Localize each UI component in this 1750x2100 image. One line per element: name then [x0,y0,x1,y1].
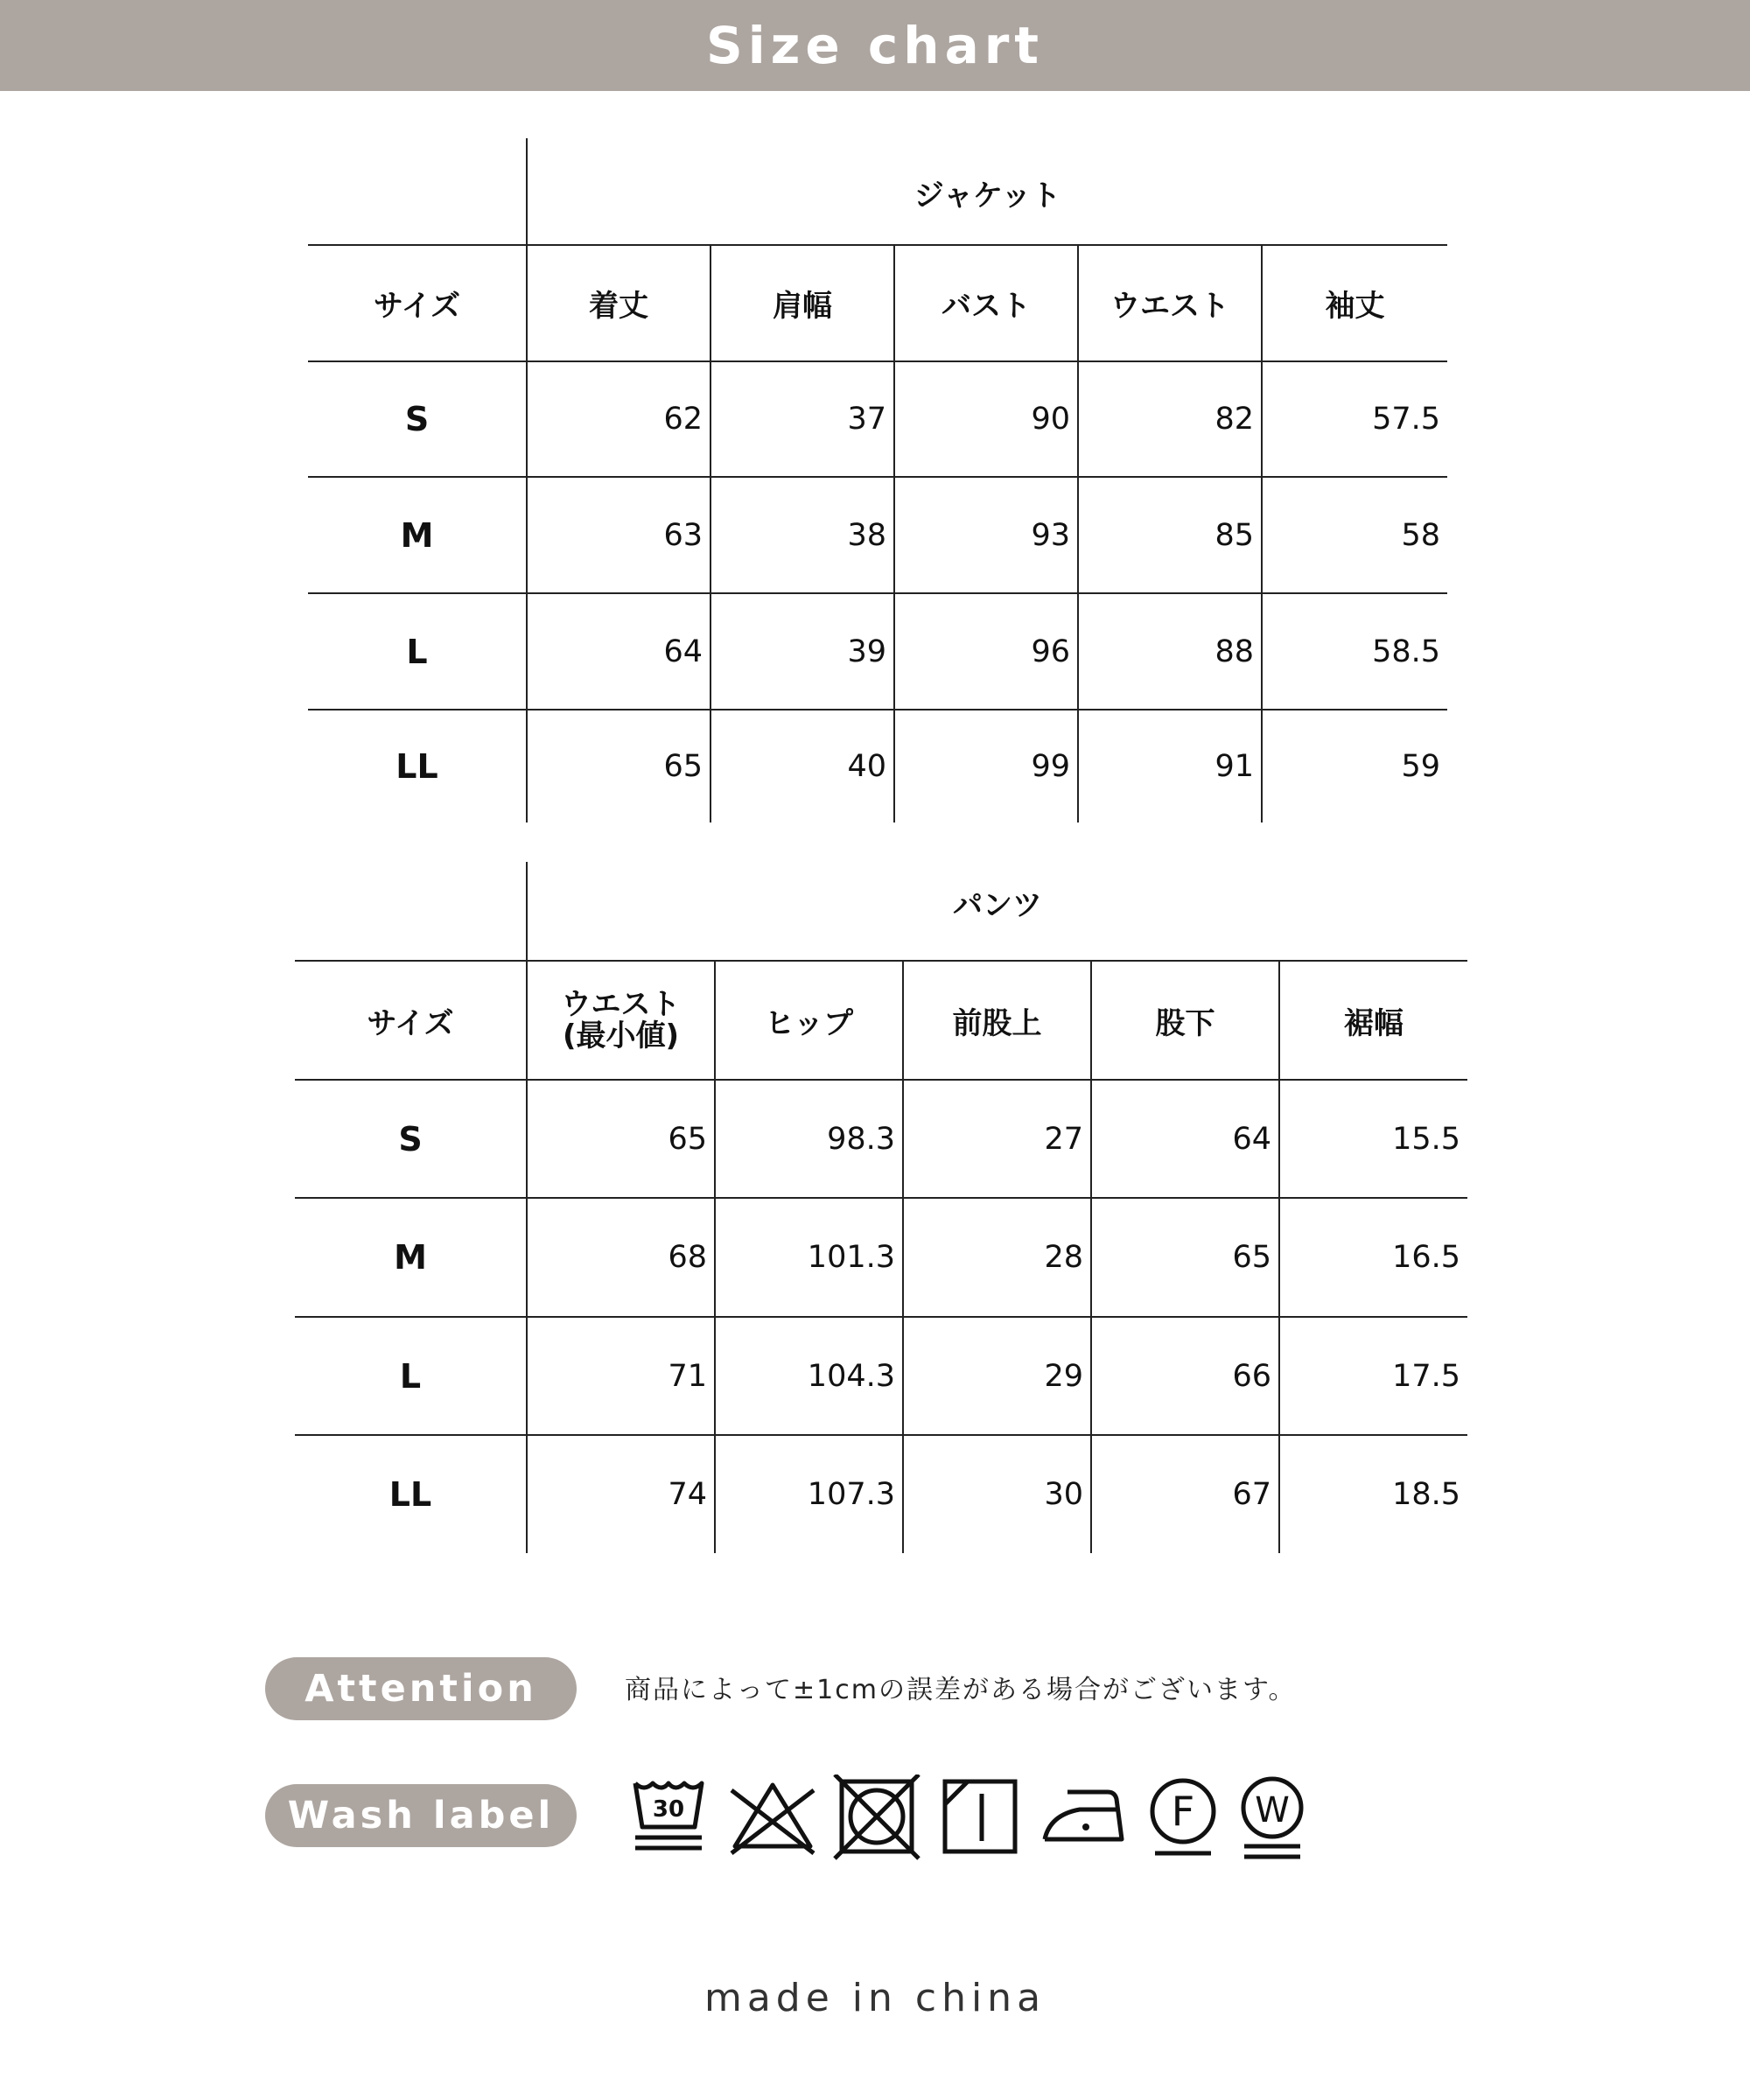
table-row [295,1435,1467,1553]
table-cell: 93 [894,477,1078,593]
column-header: 裾幅 [1279,961,1467,1080]
table-cell: 57.5 [1262,361,1447,477]
no-tumble-dry-icon [833,1774,920,1862]
column-header: 前股上 [903,961,1091,1080]
table-cell: 98.3 [715,1080,903,1198]
size-label: M [308,477,527,593]
table-cell: 99 [894,710,1078,822]
pants-caption: パンツ [527,862,1467,961]
table-cell: 74 [527,1435,715,1553]
table-cell: 38 [710,477,894,593]
table-cell: 88 [1078,593,1262,710]
size-label: S [295,1080,527,1198]
column-header: バスト [894,245,1078,361]
page-header [0,0,1750,91]
table-cell: 107.3 [715,1435,903,1553]
table-cell: 91 [1078,710,1262,822]
size-label: L [308,593,527,710]
size-label: S [308,361,527,477]
table-row [308,361,1447,477]
iron-low-icon [1038,1774,1129,1862]
svg-text:30: 30 [652,1796,685,1823]
table-row [308,477,1447,593]
jacket-size-table [308,138,1447,822]
wet-clean-w-icon [1234,1774,1311,1862]
table-cell: 59 [1262,710,1447,822]
table-cell: 28 [903,1198,1091,1317]
table-cell: 62 [527,361,710,477]
table-cell: 101.3 [715,1198,903,1317]
size-label: L [295,1317,527,1435]
table-cell: 65 [1091,1198,1279,1317]
table-cell: 58.5 [1262,593,1447,710]
table-cell: 66 [1091,1317,1279,1435]
table-cell: 16.5 [1279,1198,1467,1317]
no-bleach-icon [726,1774,819,1862]
table-cell: 17.5 [1279,1317,1467,1435]
size-label: LL [295,1435,527,1553]
svg-text:W: W [1255,1790,1290,1830]
table-cell: 58 [1262,477,1447,593]
table-cell: 68 [527,1198,715,1317]
size-label: LL [308,710,527,822]
table-cell: 63 [527,477,710,593]
wash-icons [628,1774,1311,1862]
svg-text:F: F [1171,1788,1195,1835]
footer-text: made in china [704,1976,1046,2020]
table-cell: 15.5 [1279,1080,1467,1198]
table-cell: 71 [527,1317,715,1435]
table-cell: 27 [903,1080,1091,1198]
table-cell: 39 [710,593,894,710]
table-row [308,710,1447,822]
size-label: M [295,1198,527,1317]
attention-label: Attention [265,1657,577,1720]
table-cell: 104.3 [715,1317,903,1435]
column-header: ウエスト (最小値) [527,961,715,1080]
table-cell: 18.5 [1279,1435,1467,1553]
column-header: 着丈 [527,245,710,361]
table-corner [308,138,527,245]
table-cell: 64 [1091,1080,1279,1198]
table-cell: 96 [894,593,1078,710]
column-header: ヒップ [715,961,903,1080]
column-header: 肩幅 [710,245,894,361]
table-cell: 65 [527,1080,715,1198]
table-cell: 30 [903,1435,1091,1553]
table-cell: 85 [1078,477,1262,593]
table-cell: 29 [903,1317,1091,1435]
table-cell: 67 [1091,1435,1279,1553]
table-row [295,1317,1467,1435]
wash-30-gentle-icon [628,1774,709,1862]
table-cell: 65 [527,710,710,822]
table-cell: 82 [1078,361,1262,477]
table-row [308,593,1447,710]
column-header: 袖丈 [1262,245,1447,361]
column-header: 股下 [1091,961,1279,1080]
column-header: ウエスト [1078,245,1262,361]
table-cell: 90 [894,361,1078,477]
dry-clean-f-icon [1144,1774,1222,1862]
table-cell: 40 [710,710,894,822]
attention-text: 商品によって±1cmの誤差がある場合がございます。 [625,1675,1297,1705]
table-cell: 64 [527,593,710,710]
page-title: Size chart [705,16,1045,75]
table-corner [295,862,527,961]
jacket-caption: ジャケット [527,138,1447,245]
line-dry-icon [938,1774,1022,1862]
pants-size-table [295,862,1467,1553]
column-header: サイズ [295,961,527,1080]
wash-label-title: Wash label [265,1784,577,1847]
table-row [295,1080,1467,1198]
table-cell: 37 [710,361,894,477]
column-header: サイズ [308,245,527,361]
table-row [295,1198,1467,1317]
